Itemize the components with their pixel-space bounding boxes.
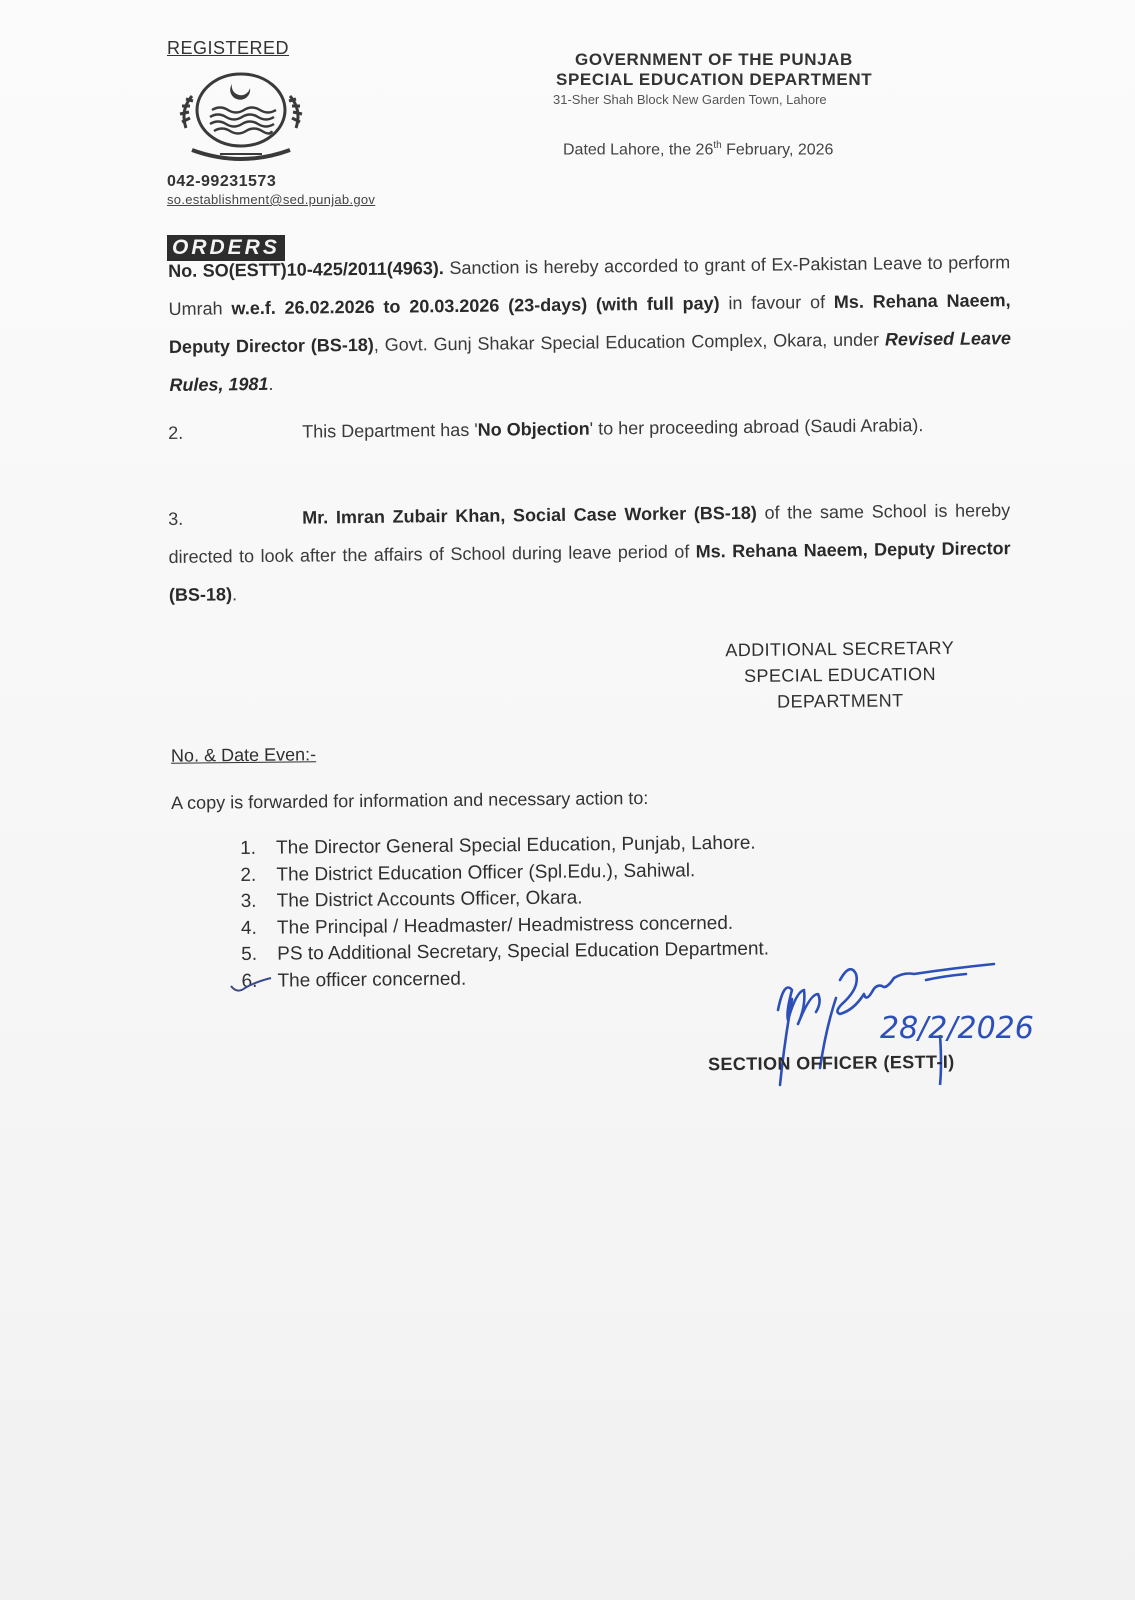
list-item: 2. The District Education Officer (Spl.Edu.), Sahiwal. (240, 859, 696, 886)
pen-tick-mark-icon (227, 970, 277, 994)
department-address: 31-Sher Shah Block New Garden Town, Lahore (553, 92, 827, 107)
list-item: 3. The District Accounts Officer, Okara. (240, 887, 583, 912)
list-item: 1. The Director General Special Education, Punjab, Lahore. (240, 832, 756, 859)
list-item: 4. The Principal / Headmaster/ Headmistress concerned. (240, 912, 734, 939)
phone-number: 042-99231573 (167, 173, 277, 190)
paragraph-1: No. SO(ESTT)10-425/2011(4963). Sanction is hereby accorded to grant of Ex-Pakistan Leave to perform Umrah w.e.f. 26.02.2026 to 20.03.2026 (23-days) (with full pay) in favour of Ms. Rehana Naeem, Deputy Director (BS-18), Govt. Gunj Shakar Special Education Complex, Okara, under Revised Leave Rules, 1981. (168, 252, 1012, 395)
signatory-line-3: DEPARTMENT (776, 690, 904, 712)
email-address: so.establishment@sed.punjab.gov (167, 192, 376, 207)
list-item: 6. The officer concerned. (241, 968, 467, 992)
punjab-emblem-icon (172, 70, 310, 170)
government-title: GOVERNMENT OF THE PUNJAB (575, 50, 853, 69)
order-number: No. SO(ESTT)10-425/2011(4963). (168, 258, 444, 281)
document-date: Dated Lahore, the 26th February, 2026 (563, 140, 834, 159)
orders-heading: ORDERS (167, 235, 285, 261)
no-date-even-heading: No. & Date Even:- (170, 744, 317, 766)
signatory-line-2: SPECIAL EDUCATION (743, 663, 937, 687)
section-officer-signature: SECTION OFFICER (ESTT-I) (707, 1051, 955, 1075)
handwritten-date: 28/2/2026 (880, 1011, 1034, 1046)
signatory-line-1: ADDITIONAL SECRETARY (725, 637, 955, 661)
copy-forwarded-text: A copy is forwarded for information and necessary action to: (171, 788, 649, 813)
list-item: 5. PS to Additional Secretary, Special Education Department. (241, 938, 770, 965)
paragraph-3: 3. Mr. Imran Zubair Khan, Social Case Worker (BS-18) of the same School is hereby directed to look after the affairs of School during leave period of Ms. Rehana Naeem, Deputy Director (BS-18). (168, 500, 1011, 605)
paragraph-2: 2. This Department has 'No Objection' to her proceeding abroad (Saudi Arabia). (168, 415, 924, 443)
registered-label: REGISTERED (167, 38, 290, 58)
department-title: SPECIAL EDUCATION DEPARTMENT (556, 70, 873, 89)
distribution-list (240, 830, 769, 995)
signatory-block (690, 634, 991, 715)
